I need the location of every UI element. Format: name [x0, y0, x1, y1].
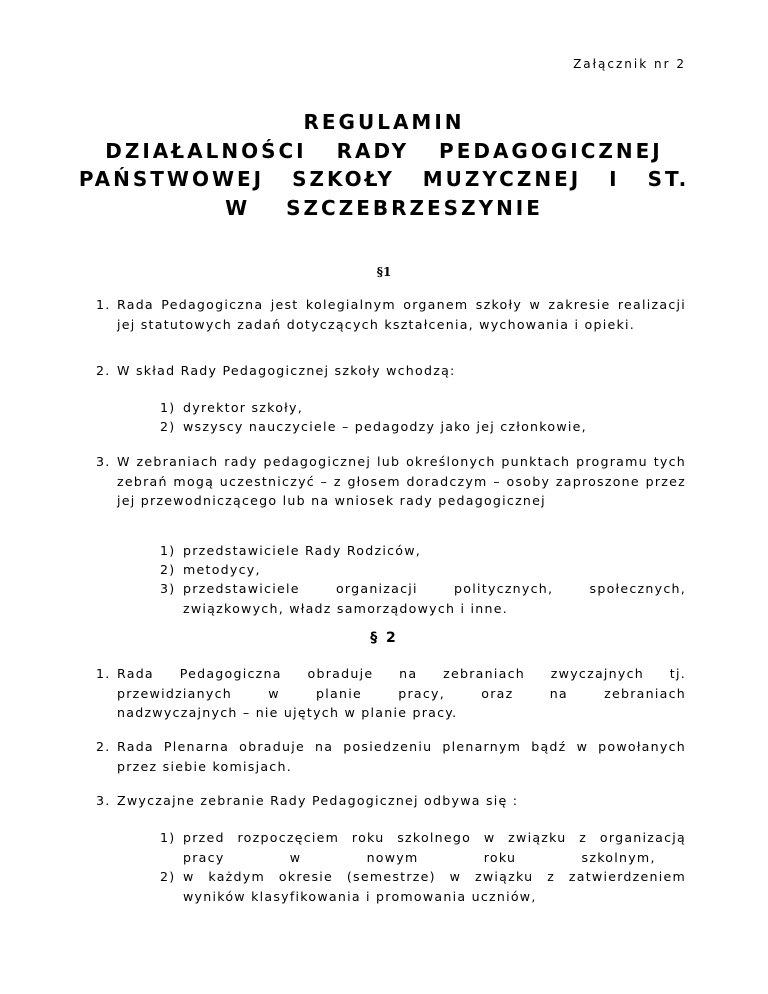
title-line-4: W SZCZEBRZESZYNIE: [225, 195, 543, 220]
list-item-text: dyrektor szkoły,: [183, 400, 303, 415]
list-item-number: 1): [160, 830, 176, 845]
list-item-text: wszyscy nauczyciele – pedagodzy jako jej członkowie,: [183, 419, 587, 434]
paragraph-number: 1.: [96, 666, 111, 681]
list-item-number: 1): [160, 400, 176, 415]
paragraph-number: 2.: [96, 363, 111, 378]
section-2-paragraph-1: [96, 664, 686, 723]
paragraph-text: Zwyczajne zebranie Rady Pedagogicznej odbywa się :: [117, 793, 519, 808]
paragraph-text: Rada Pedagogiczna jest kolegialnym organem szkoły w zakresie realizacji jej statutowych zadań dotyczących kształcenia, wychowania i opieki.: [117, 297, 686, 332]
title-line-2: DZIAŁALNOŚCI RADY PEDAGOGICZNEJ: [105, 138, 663, 163]
list-item-number: 3): [160, 581, 176, 596]
list-item-number: 2): [160, 562, 176, 577]
list-item-number: 2): [160, 419, 176, 434]
section-1-paragraph-3: [96, 452, 686, 511]
section-2-paragraph-3: [96, 791, 686, 811]
section-1-mark: §1: [376, 265, 392, 279]
paragraph-number: 3.: [96, 793, 111, 808]
section-1-list-item: [160, 417, 686, 437]
annex-label: Załącznik nr 2: [573, 57, 686, 71]
list-item-text: w każdym okresie (semestrze) w związku z zatwierdzeniem wyników klasyfikowania i promowania uczniów,: [183, 869, 686, 904]
list-item-number: 2): [160, 869, 176, 884]
paragraph-text: W zebraniach rady pedagogicznej lub określonych punktach programu tych zebrań mogą uczestniczyć – z głosem doradczym – osoby zaproszone przez jej przewodniczącego lub na wniosek rady pedagogicznej: [117, 454, 686, 508]
list-item-line-1: przed rozpoczęciem roku szkolnego w związku z organizacją: [183, 830, 686, 845]
section-2-list-item: [160, 828, 686, 867]
paragraph-line-3: nadzwyczajnych – nie ujętych w planie pracy.: [117, 705, 458, 720]
title-line-1: REGULAMIN: [303, 110, 465, 134]
paragraph-number: 1.: [96, 297, 111, 312]
section-1-list-item: [160, 541, 686, 561]
section-1-paragraph-1: [96, 295, 686, 334]
title-line-3: PAŃSTWOWEJ SZKOŁY MUZYCZNEJ I ST.: [78, 167, 690, 191]
list-item-number: 1): [160, 543, 176, 558]
paragraph-text: Rada Plenarna obraduje na posiedzeniu plenarnym bądź w powołanych przez siebie komisjach.: [117, 739, 686, 774]
paragraph-number: 3.: [96, 454, 111, 469]
paragraph-number: 2.: [96, 739, 111, 754]
paragraph-line-1: Rada Pedagogiczna obraduje na zebraniach zwyczajnych tj.: [117, 666, 686, 681]
section-1-list-item: [160, 398, 686, 418]
section-1-paragraph-2: [96, 361, 686, 381]
document-title: [0, 108, 768, 222]
list-item-text: przedstawiciele Rady Rodziców,: [183, 543, 422, 558]
section-2-mark: § 2: [370, 630, 398, 646]
list-item-text: metodycy,: [183, 562, 261, 577]
section-1-list-item: [160, 560, 686, 580]
section-1-list-item: [160, 579, 686, 618]
list-item-text: przedstawiciele organizacji politycznych, społecznych, związkowych, władz samorządowych i inne.: [183, 581, 686, 616]
list-item-line-2: pracy w nowym roku szkolnym,: [183, 849, 656, 865]
section-2-paragraph-2: [96, 737, 686, 776]
paragraph-line-2: przewidzianych w planie pracy, oraz na zebraniach: [117, 685, 686, 701]
paragraph-text: W skład Rady Pedagogicznej szkoły wchodzą:: [117, 363, 456, 378]
section-2-list-item: [160, 867, 686, 906]
